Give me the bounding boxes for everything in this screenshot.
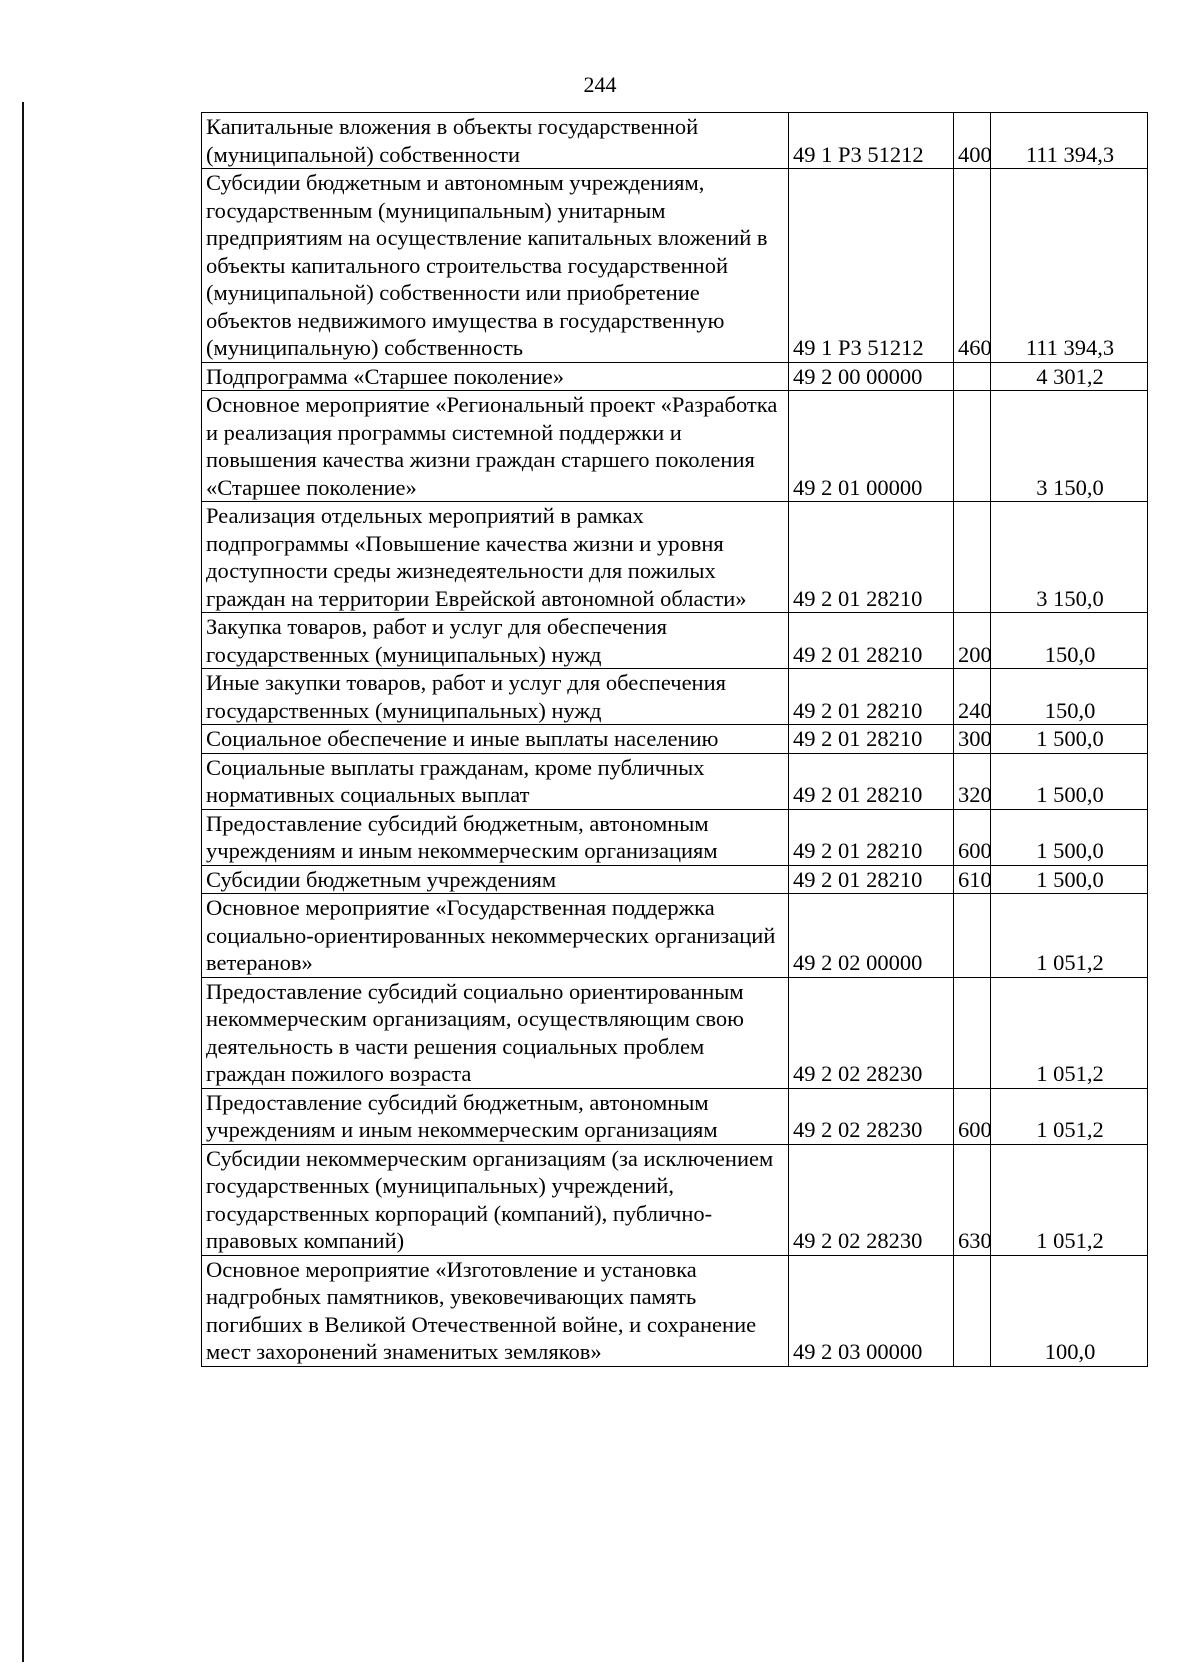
row-code-cell: 49 2 01 28210 bbox=[789, 865, 954, 894]
row-sum-cell: 3 150,0 bbox=[991, 391, 1148, 502]
row-sum-cell: 1 500,0 bbox=[991, 725, 1148, 754]
row-code-cell: 49 2 01 00000 bbox=[789, 391, 954, 502]
row-code-cell: 49 2 01 28210 bbox=[789, 502, 954, 613]
row-code-cell: 49 2 03 00000 bbox=[789, 1255, 954, 1366]
row-vr-cell: 600 bbox=[954, 809, 991, 865]
budget-table bbox=[201, 112, 1148, 1367]
row-name-cell: Предоставление субсидий бюджетным, автономным учреждениям и иным некоммерческим организациям bbox=[202, 1088, 789, 1144]
row-sum-cell: 150,0 bbox=[991, 669, 1148, 725]
row-name-cell: Иные закупки товаров, работ и услуг для обеспечения государственных (муниципальных) нужд bbox=[202, 669, 789, 725]
row-vr-cell: 610 bbox=[954, 865, 991, 894]
row-sum-cell: 4 301,2 bbox=[991, 362, 1148, 391]
row-sum-cell: 1 500,0 bbox=[991, 753, 1148, 809]
binding-margin-line bbox=[22, 102, 24, 1662]
table-body bbox=[202, 113, 1148, 1367]
row-name-cell: Субсидии бюджетным и автономным учреждениям, государственным (муниципальным) унитарным предприятиям на осуществление капитальных вложений в объекты капитального строительства государственной (муниципальной) собственности или приобретение объектов недвижимого имущества в государственную (муниципальную) собственность bbox=[202, 169, 789, 363]
row-name-cell: Социальные выплаты гражданам, кроме публичных нормативных социальных выплат bbox=[202, 753, 789, 809]
row-vr-cell: 240 bbox=[954, 669, 991, 725]
row-vr-cell bbox=[954, 977, 991, 1088]
row-code-cell: 49 2 02 28230 bbox=[789, 977, 954, 1088]
row-sum-cell: 111 394,3 bbox=[991, 169, 1148, 363]
row-sum-cell: 1 051,2 bbox=[991, 977, 1148, 1088]
table-row bbox=[202, 502, 1148, 613]
row-code-cell: 49 2 01 28210 bbox=[789, 809, 954, 865]
row-name-cell: Субсидии бюджетным учреждениям bbox=[202, 865, 789, 894]
row-sum-cell: 100,0 bbox=[991, 1255, 1148, 1366]
row-vr-cell bbox=[954, 362, 991, 391]
row-code-cell: 49 2 00 00000 bbox=[789, 362, 954, 391]
table-row bbox=[202, 894, 1148, 978]
table-row bbox=[202, 669, 1148, 725]
row-vr-cell: 600 bbox=[954, 1088, 991, 1144]
table-row bbox=[202, 725, 1148, 754]
row-vr-cell: 630 bbox=[954, 1144, 991, 1255]
table-row bbox=[202, 613, 1148, 669]
row-sum-cell: 1 500,0 bbox=[991, 865, 1148, 894]
row-name-cell: Основное мероприятие «Изготовление и установка надгробных памятников, увековечивающих память погибших в Великой Отечественной войне, и сохранение мест захоронений знаменитых земляков» bbox=[202, 1255, 789, 1366]
table-row bbox=[202, 169, 1148, 363]
row-name-cell: Подпрограмма «Старшее поколение» bbox=[202, 362, 789, 391]
row-vr-cell: 320 bbox=[954, 753, 991, 809]
row-name-cell: Предоставление субсидий социально ориентированным некоммерческим организациям, осуществляющим свою деятельность в части решения социальных проблем граждан пожилого возраста bbox=[202, 977, 789, 1088]
row-sum-cell: 111 394,3 bbox=[991, 113, 1148, 169]
row-sum-cell: 150,0 bbox=[991, 613, 1148, 669]
row-sum-cell: 1 051,2 bbox=[991, 894, 1148, 978]
row-code-cell: 49 2 01 28210 bbox=[789, 753, 954, 809]
row-code-cell: 49 2 01 28210 bbox=[789, 725, 954, 754]
row-code-cell: 49 2 01 28210 bbox=[789, 669, 954, 725]
table-row bbox=[202, 865, 1148, 894]
page-number: 244 bbox=[583, 72, 617, 97]
row-name-cell: Предоставление субсидий бюджетным, автономным учреждениям и иным некоммерческим организациям bbox=[202, 809, 789, 865]
row-code-cell: 49 1 Р3 51212 bbox=[789, 113, 954, 169]
row-sum-cell: 1 051,2 bbox=[991, 1088, 1148, 1144]
row-vr-cell: 460 bbox=[954, 169, 991, 363]
row-name-cell: Закупка товаров, работ и услуг для обеспечения государственных (муниципальных) нужд bbox=[202, 613, 789, 669]
table-row bbox=[202, 1255, 1148, 1366]
table-row bbox=[202, 977, 1148, 1088]
row-code-cell: 49 2 01 28210 bbox=[789, 613, 954, 669]
row-sum-cell: 1 051,2 bbox=[991, 1144, 1148, 1255]
row-code-cell: 49 2 02 28230 bbox=[789, 1144, 954, 1255]
table-row bbox=[202, 362, 1148, 391]
row-vr-cell bbox=[954, 391, 991, 502]
row-code-cell: 49 2 02 00000 bbox=[789, 894, 954, 978]
row-name-cell: Реализация отдельных мероприятий в рамках подпрограммы «Повышение качества жизни и уровня доступности среды жизнедеятельности для пожилых граждан на территории Еврейской автономной области» bbox=[202, 502, 789, 613]
row-sum-cell: 3 150,0 bbox=[991, 502, 1148, 613]
table-row bbox=[202, 1088, 1148, 1144]
row-vr-cell bbox=[954, 502, 991, 613]
table-row bbox=[202, 113, 1148, 169]
row-name-cell: Субсидии некоммерческим организациям (за исключением государственных (муниципальных) учреждений, государственных корпораций (компаний), публично-правовых компаний) bbox=[202, 1144, 789, 1255]
row-code-cell: 49 2 02 28230 bbox=[789, 1088, 954, 1144]
table-row bbox=[202, 391, 1148, 502]
row-vr-cell bbox=[954, 1255, 991, 1366]
table-row bbox=[202, 809, 1148, 865]
row-code-cell: 49 1 Р3 51212 bbox=[789, 169, 954, 363]
row-vr-cell: 300 bbox=[954, 725, 991, 754]
row-sum-cell: 1 500,0 bbox=[991, 809, 1148, 865]
row-vr-cell: 400 bbox=[954, 113, 991, 169]
table-row bbox=[202, 1144, 1148, 1255]
table-row bbox=[202, 753, 1148, 809]
row-vr-cell: 200 bbox=[954, 613, 991, 669]
row-name-cell: Социальное обеспечение и иные выплаты населению bbox=[202, 725, 789, 754]
row-name-cell: Основное мероприятие «Региональный проект «Разработка и реализация программы системной поддержки и повышения качества жизни граждан старшего поколения «Старшее поколение» bbox=[202, 391, 789, 502]
row-name-cell: Основное мероприятие «Государственная поддержка социально-ориентированных некоммерческих организаций ветеранов» bbox=[202, 894, 789, 978]
row-vr-cell bbox=[954, 894, 991, 978]
row-name-cell: Капитальные вложения в объекты государственной (муниципальной) собственности bbox=[202, 113, 789, 169]
